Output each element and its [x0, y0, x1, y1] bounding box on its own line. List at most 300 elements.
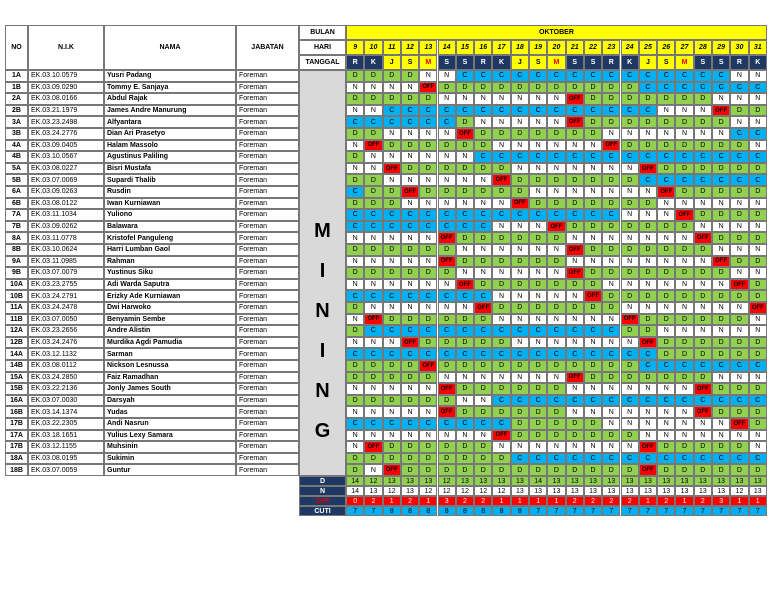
shift-cell: D	[621, 430, 639, 442]
shift-cell: N	[657, 105, 675, 117]
shift-cell: D	[346, 244, 364, 256]
shift-cell: D	[749, 279, 767, 291]
shift-cell: D	[602, 116, 620, 128]
shift-cell: C	[712, 70, 730, 82]
shift-cell: N	[621, 279, 639, 291]
shift-cell: D	[621, 116, 639, 128]
shift-cell: D	[730, 256, 748, 268]
shift-cell: N	[401, 198, 419, 210]
employee-nik: EK.03.09.0262	[28, 221, 104, 233]
shift-cell: N	[694, 128, 712, 140]
shift-cell: D	[566, 82, 584, 94]
shift-cell: N	[639, 186, 657, 198]
shift-cell: OFF	[492, 430, 510, 442]
shift-cell: D	[346, 174, 364, 186]
employee-name: Guntur	[104, 464, 236, 476]
shift-cell: OFF	[566, 244, 584, 256]
employee-no: 5A	[5, 163, 28, 175]
shift-cell: D	[511, 430, 529, 442]
shift-cell: N	[547, 441, 565, 453]
shift-cell: D	[584, 302, 602, 314]
employee-jabatan: Foreman	[236, 464, 299, 476]
employee-no: 17B	[5, 441, 28, 453]
shift-cell: D	[730, 314, 748, 326]
shift-cell: D	[602, 360, 620, 372]
shift-cell: C	[712, 360, 730, 372]
shift-cell: N	[419, 128, 437, 140]
employee-nik: EK.03.24.2776	[28, 128, 104, 140]
employee-no: 18A	[5, 453, 28, 465]
shift-cell: D	[456, 464, 474, 476]
shift-cell: OFF	[639, 337, 657, 349]
day-cell: M	[675, 55, 693, 70]
shift-cell: D	[712, 464, 730, 476]
department-letter: N	[315, 380, 330, 402]
employee-nik: EK.03.09.0405	[28, 140, 104, 152]
shift-cell: D	[694, 348, 712, 360]
summary-cell: 13	[566, 476, 584, 486]
summary-cell: 7	[602, 506, 620, 516]
shift-cell: C	[712, 174, 730, 186]
shift-cell: N	[492, 221, 510, 233]
shift-cell: N	[657, 418, 675, 430]
shift-cell: D	[566, 360, 584, 372]
shift-cell: N	[675, 418, 693, 430]
shift-cell: D	[584, 464, 602, 476]
employee-nik: EK.03.24.2791	[28, 290, 104, 302]
summary-cell: 13	[749, 486, 767, 496]
shift-cell: D	[694, 186, 712, 198]
shift-cell: D	[492, 302, 510, 314]
shift-cell: C	[602, 325, 620, 337]
shift-cell: N	[730, 325, 748, 337]
shift-cell: D	[529, 279, 547, 291]
shift-cell: C	[749, 82, 767, 94]
shift-cell: N	[401, 302, 419, 314]
shift-cell: D	[492, 82, 510, 94]
employee-jabatan: Foreman	[236, 383, 299, 395]
shift-cell: D	[749, 256, 767, 268]
summary-label: CUTI	[299, 506, 346, 516]
shift-cell: C	[639, 82, 657, 94]
shift-cell: D	[492, 256, 510, 268]
shift-cell: D	[694, 337, 712, 349]
summary-cell: 8	[438, 506, 456, 516]
employee-name: Adi Warda Saputra	[104, 279, 236, 291]
shift-cell: N	[511, 337, 529, 349]
shift-cell: C	[419, 348, 437, 360]
shift-cell: N	[383, 279, 401, 291]
employee-nik: EK.03.23.2656	[28, 325, 104, 337]
shift-cell: OFF	[675, 209, 693, 221]
shift-cell: N	[456, 174, 474, 186]
summary-cell: 13	[456, 476, 474, 486]
day-cell: S	[529, 55, 547, 70]
employee-name: Yuliono	[104, 209, 236, 221]
shift-cell: D	[584, 372, 602, 384]
shift-cell: D	[529, 430, 547, 442]
shift-cell: C	[438, 348, 456, 360]
shift-cell: N	[749, 198, 767, 210]
summary-cell: 13	[511, 476, 529, 486]
shift-cell: N	[584, 383, 602, 395]
date-cell: 10	[364, 40, 382, 55]
employee-jabatan: Foreman	[236, 151, 299, 163]
shift-cell: D	[749, 163, 767, 175]
employee-name: Dwi Harwoko	[104, 302, 236, 314]
shift-cell: N	[749, 116, 767, 128]
shift-cell: N	[438, 198, 456, 210]
shift-cell: C	[474, 209, 492, 221]
shift-cell: D	[529, 256, 547, 268]
date-cell: 14	[438, 40, 456, 55]
shift-cell: D	[621, 174, 639, 186]
shift-cell: D	[602, 174, 620, 186]
shift-cell: D	[694, 209, 712, 221]
shift-cell: N	[364, 337, 382, 349]
shift-cell: D	[730, 232, 748, 244]
department-letter: M	[314, 220, 331, 242]
shift-cell: D	[346, 302, 364, 314]
shift-cell: N	[456, 395, 474, 407]
shift-cell: N	[547, 267, 565, 279]
shift-cell: D	[730, 140, 748, 152]
shift-cell: C	[547, 325, 565, 337]
date-cell: 24	[621, 40, 639, 55]
employee-name: Muhsinin	[104, 441, 236, 453]
shift-cell: N	[383, 232, 401, 244]
shift-cell: N	[419, 406, 437, 418]
shift-cell: D	[401, 93, 419, 105]
shift-cell: D	[749, 209, 767, 221]
shift-cell: D	[621, 244, 639, 256]
summary-cell: 2	[456, 496, 474, 506]
shift-cell: D	[621, 221, 639, 233]
shift-cell: N	[657, 256, 675, 268]
shift-cell: D	[492, 163, 510, 175]
shift-cell: D	[364, 186, 382, 198]
shift-cell: D	[511, 383, 529, 395]
shift-cell: D	[511, 406, 529, 418]
shift-cell: D	[621, 464, 639, 476]
shift-cell: N	[621, 406, 639, 418]
shift-cell: N	[566, 186, 584, 198]
shift-cell: C	[364, 418, 382, 430]
shift-cell: N	[639, 232, 657, 244]
shift-cell: D	[675, 267, 693, 279]
shift-cell: D	[694, 372, 712, 384]
shift-cell: C	[639, 174, 657, 186]
shift-cell: C	[639, 360, 657, 372]
summary-cell: 2	[621, 496, 639, 506]
shift-cell: C	[529, 105, 547, 117]
shift-cell: N	[511, 116, 529, 128]
employee-no: 1A	[5, 70, 28, 82]
shift-cell: N	[346, 383, 364, 395]
day-cell: S	[438, 55, 456, 70]
shift-cell: OFF	[456, 279, 474, 291]
day-cell: R	[730, 55, 748, 70]
shift-cell: N	[401, 128, 419, 140]
shift-cell: D	[364, 174, 382, 186]
shift-cell: C	[602, 453, 620, 465]
employee-nik: EK.03.14.1374	[28, 406, 104, 418]
shift-cell: C	[584, 325, 602, 337]
employee-nik: EK.03.09.0263	[28, 186, 104, 198]
summary-cell: 7	[657, 506, 675, 516]
summary-cell: 13	[694, 486, 712, 496]
employee-name: Yudas	[104, 406, 236, 418]
shift-cell: C	[639, 453, 657, 465]
shift-cell: D	[566, 418, 584, 430]
shift-cell: C	[749, 151, 767, 163]
shift-cell: D	[547, 418, 565, 430]
shift-cell: D	[621, 267, 639, 279]
shift-cell: D	[712, 232, 730, 244]
shift-cell: C	[529, 325, 547, 337]
shift-cell: C	[566, 395, 584, 407]
shift-cell: N	[346, 406, 364, 418]
shift-cell: N	[346, 232, 364, 244]
shift-cell: D	[529, 360, 547, 372]
shift-cell: N	[749, 441, 767, 453]
shift-cell: D	[474, 337, 492, 349]
shift-cell: C	[694, 395, 712, 407]
summary-cell: 13	[675, 486, 693, 496]
employee-no: 14A	[5, 348, 28, 360]
shift-cell: D	[529, 418, 547, 430]
department-letter: I	[319, 260, 326, 282]
shift-cell: C	[401, 290, 419, 302]
shift-cell: N	[657, 128, 675, 140]
shift-cell: N	[584, 232, 602, 244]
shift-cell: N	[383, 256, 401, 268]
shift-cell: N	[602, 186, 620, 198]
shift-cell: C	[675, 453, 693, 465]
summary-cell: 13	[694, 476, 712, 486]
shift-cell: C	[438, 418, 456, 430]
shift-cell: N	[712, 418, 730, 430]
shift-cell: N	[749, 314, 767, 326]
shift-cell: D	[566, 430, 584, 442]
shift-cell: D	[621, 93, 639, 105]
shift-cell: C	[566, 325, 584, 337]
shift-cell: D	[694, 464, 712, 476]
summary-cell: 7	[675, 506, 693, 516]
summary-cell: 14	[346, 486, 364, 496]
shift-cell: OFF	[401, 337, 419, 349]
shift-cell: D	[401, 441, 419, 453]
shift-cell: N	[712, 198, 730, 210]
shift-cell: D	[511, 360, 529, 372]
header-bulan: BULAN	[299, 25, 346, 40]
shift-cell: N	[584, 140, 602, 152]
shift-cell: N	[621, 186, 639, 198]
shift-cell: C	[511, 105, 529, 117]
shift-cell: D	[712, 383, 730, 395]
shift-cell: D	[694, 290, 712, 302]
shift-cell: D	[492, 360, 510, 372]
summary-cell: 13	[602, 476, 620, 486]
shift-cell: N	[657, 325, 675, 337]
employee-jabatan: Foreman	[236, 116, 299, 128]
shift-cell: D	[566, 174, 584, 186]
summary-cell: 13	[621, 486, 639, 496]
shift-cell: C	[419, 116, 437, 128]
shift-cell: C	[438, 290, 456, 302]
shift-cell: D	[584, 267, 602, 279]
shift-cell: D	[621, 290, 639, 302]
shift-cell: D	[401, 395, 419, 407]
shift-cell: N	[730, 221, 748, 233]
shift-cell: N	[712, 325, 730, 337]
shift-cell: N	[383, 151, 401, 163]
day-cell: M	[419, 55, 437, 70]
shift-cell: C	[657, 360, 675, 372]
shift-cell: D	[511, 174, 529, 186]
employee-name: Rusdin	[104, 186, 236, 198]
summary-cell: 2	[694, 496, 712, 506]
date-cell: 17	[492, 40, 510, 55]
shift-cell: N	[364, 406, 382, 418]
shift-cell: C	[456, 221, 474, 233]
shift-cell: N	[474, 430, 492, 442]
shift-cell: C	[639, 151, 657, 163]
shift-cell: C	[621, 105, 639, 117]
summary-cell: 13	[657, 486, 675, 496]
summary-cell: 7	[584, 506, 602, 516]
summary-cell: 13	[584, 486, 602, 496]
employee-name: Bisri Mustafa	[104, 163, 236, 175]
employee-nik: EK.03.24.2850	[28, 372, 104, 384]
employee-no: 2A	[5, 93, 28, 105]
shift-cell: N	[511, 372, 529, 384]
shift-cell: N	[364, 302, 382, 314]
employee-no: 5B	[5, 174, 28, 186]
shift-cell: C	[419, 221, 437, 233]
shift-cell: C	[419, 418, 437, 430]
shift-cell: D	[401, 464, 419, 476]
shift-cell: D	[547, 174, 565, 186]
shift-cell: D	[657, 337, 675, 349]
shift-cell: C	[621, 348, 639, 360]
employee-name: Rahman	[104, 256, 236, 268]
shift-cell: C	[602, 348, 620, 360]
day-cell: S	[584, 55, 602, 70]
employee-nik: EK.03.23.2755	[28, 279, 104, 291]
summary-cell: 13	[419, 476, 437, 486]
shift-cell: D	[675, 290, 693, 302]
shift-cell: N	[675, 383, 693, 395]
shift-cell: N	[456, 244, 474, 256]
shift-cell: D	[492, 232, 510, 244]
shift-cell: C	[602, 105, 620, 117]
shift-cell: D	[456, 140, 474, 152]
summary-cell: 7	[712, 506, 730, 516]
shift-cell: D	[346, 372, 364, 384]
shift-cell: D	[657, 93, 675, 105]
shift-cell: N	[438, 372, 456, 384]
shift-cell: OFF	[364, 441, 382, 453]
employee-nik: EK.03.07.0079	[28, 267, 104, 279]
day-cell: S	[712, 55, 730, 70]
shift-cell: N	[401, 256, 419, 268]
shift-cell: N	[511, 140, 529, 152]
summary-cell: 12	[456, 486, 474, 496]
summary-cell: 1	[749, 496, 767, 506]
shift-cell: N	[675, 325, 693, 337]
shift-cell: OFF	[621, 314, 639, 326]
shift-cell: D	[712, 163, 730, 175]
shift-cell: D	[675, 163, 693, 175]
shift-cell: C	[364, 348, 382, 360]
shift-cell: N	[712, 221, 730, 233]
shift-cell: N	[474, 93, 492, 105]
summary-cell: 1	[639, 496, 657, 506]
shift-cell: C	[639, 395, 657, 407]
shift-cell: D	[730, 105, 748, 117]
shift-cell: C	[346, 221, 364, 233]
shift-cell: N	[547, 314, 565, 326]
employee-no: 9B	[5, 267, 28, 279]
shift-cell: D	[529, 383, 547, 395]
shift-cell: N	[346, 279, 364, 291]
shift-cell: D	[401, 267, 419, 279]
shift-cell: D	[675, 348, 693, 360]
shift-cell: D	[474, 140, 492, 152]
shift-cell: C	[346, 418, 364, 430]
shift-cell: N	[364, 105, 382, 117]
shift-cell: D	[675, 244, 693, 256]
shift-cell: OFF	[438, 406, 456, 418]
shift-cell: D	[694, 441, 712, 453]
shift-cell: C	[529, 453, 547, 465]
employee-nik: EK.03.11.0778	[28, 232, 104, 244]
shift-cell: D	[492, 186, 510, 198]
shift-cell: C	[712, 151, 730, 163]
shift-cell: D	[346, 267, 364, 279]
shift-cell: N	[456, 198, 474, 210]
shift-cell: N	[730, 70, 748, 82]
employee-nik: EK.03.21.1979	[28, 105, 104, 117]
shift-cell: D	[694, 244, 712, 256]
shift-cell: N	[730, 430, 748, 442]
shift-cell: C	[401, 418, 419, 430]
shift-cell: C	[492, 325, 510, 337]
summary-cell: 12	[383, 486, 401, 496]
shift-cell: N	[364, 163, 382, 175]
shift-cell: D	[383, 372, 401, 384]
employee-no: 8B	[5, 244, 28, 256]
shift-cell: D	[657, 464, 675, 476]
shift-cell: D	[602, 464, 620, 476]
shift-cell: D	[492, 406, 510, 418]
summary-cell: 13	[547, 486, 565, 496]
shift-cell: C	[401, 221, 419, 233]
shift-cell: D	[492, 337, 510, 349]
shift-cell: OFF	[730, 279, 748, 291]
employee-jabatan: Foreman	[236, 395, 299, 407]
shift-cell: N	[584, 406, 602, 418]
shift-cell: N	[712, 279, 730, 291]
shift-cell: D	[602, 372, 620, 384]
summary-cell: 1	[529, 496, 547, 506]
shift-cell: D	[456, 163, 474, 175]
shift-cell: C	[492, 70, 510, 82]
shift-cell: N	[694, 279, 712, 291]
shift-cell: D	[511, 279, 529, 291]
shift-cell: N	[639, 209, 657, 221]
